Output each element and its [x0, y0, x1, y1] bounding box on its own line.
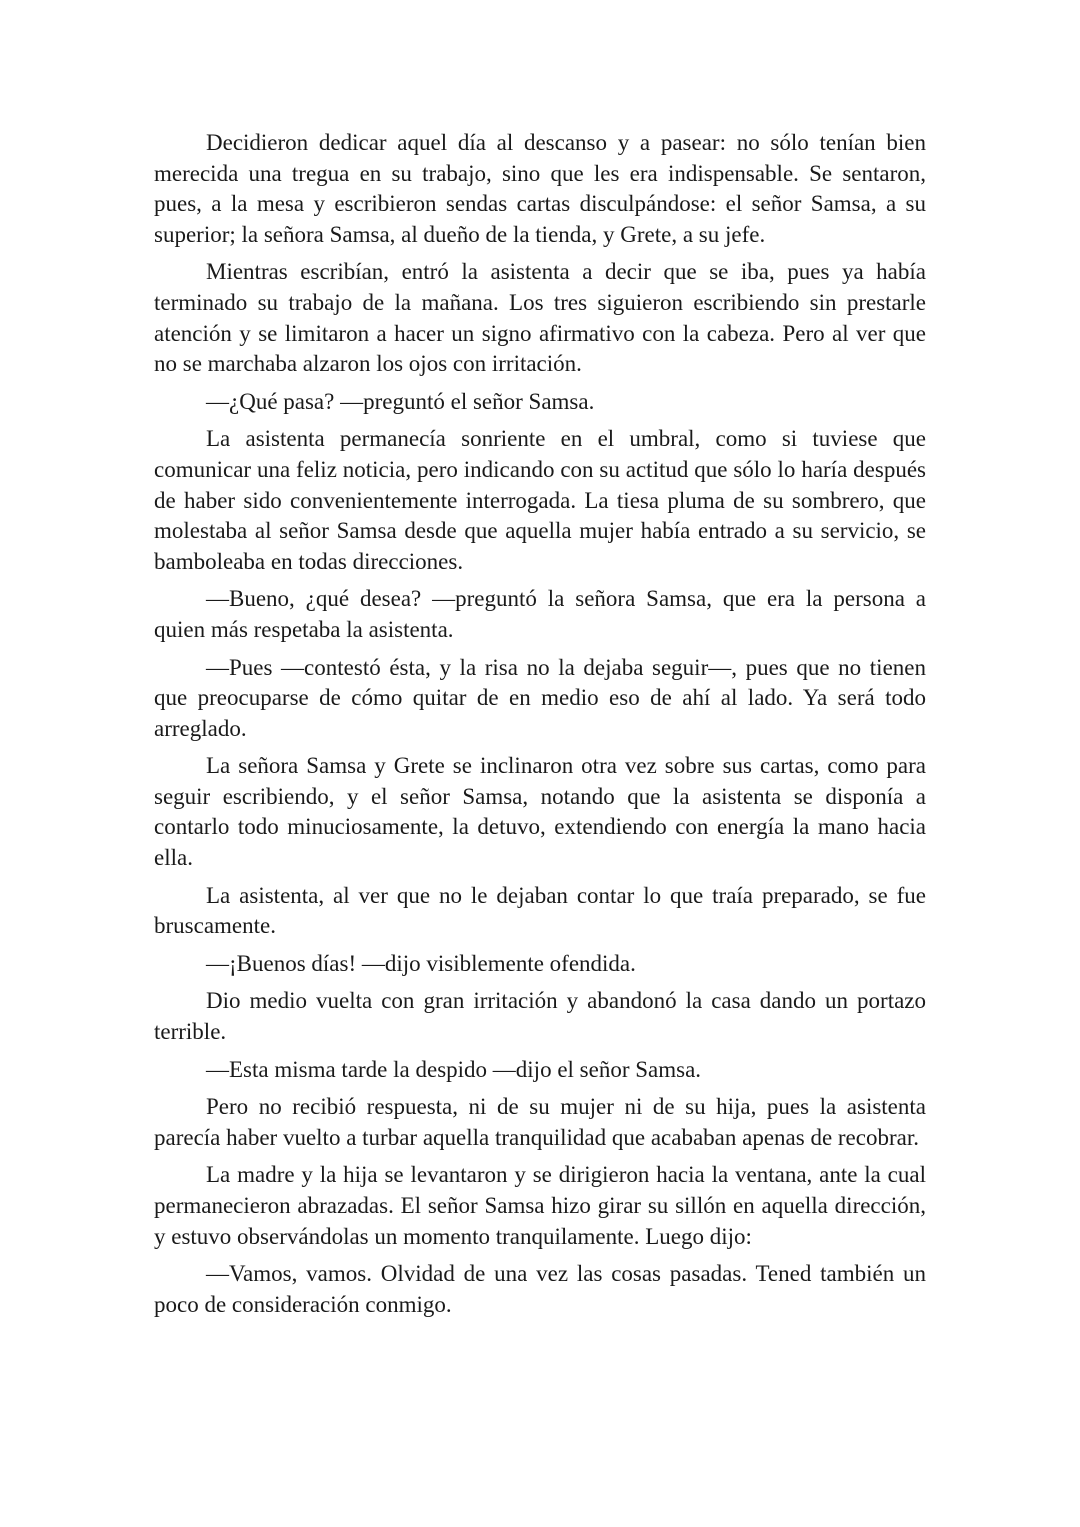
paragraph: —Pues —contestó ésta, y la risa no la dejaba seguir—, pues que no tienen que preocuparse de cómo quitar de en medio eso de ahí al lado. Ya será todo arreglado.: [154, 654, 926, 741]
paragraph: La madre y la hija se levantaron y se dirigieron hacia la ventana, ante la cual permanecieron abrazadas. El señor Samsa hizo girar su sillón en aquella dirección, y estuvo observándolas un momento tranquilamente. Luego dijo:: [154, 1162, 926, 1249]
paragraph: Pero no recibió respuesta, ni de su mujer ni de su hija, pues la asistenta parecía haber vuelto a turbar aquella tranquilidad que acababan apenas de recobrar.: [154, 1094, 926, 1150]
paragraph: —Vamos, vamos. Olvidad de una vez las cosas pasadas. Tened también un poco de consideración conmigo.: [154, 1261, 926, 1317]
paragraph: La asistenta, al ver que no le dejaban contar lo que traía preparado, se fue bruscamente.: [154, 882, 926, 939]
paragraph: Mientras escribían, entró la asistenta a decir que se iba, pues ya había terminado su trabajo de la mañana. Los tres siguieron escribiendo sin prestarle atención y se limitaron a hacer un signo afirmativo con la cabeza. Pero al ver que no se marchaba alzaron los ojos con irritación.: [154, 259, 926, 377]
page-body: [154, 128, 926, 1327]
paragraph: La señora Samsa y Grete se inclinaron otra vez sobre sus cartas, como para seguir escribiendo, y el señor Samsa, notando que la asistenta se disponía a contarlo todo minuciosamente, la detuvo, extendiendo con energía la mano hacia ella.: [154, 753, 926, 871]
paragraph: —¿Qué pasa? —preguntó el señor Samsa.: [206, 388, 595, 414]
paragraph: Dio medio vuelta con gran irritación y abandonó la casa dando un portazo terrible.: [154, 988, 926, 1045]
paragraph: —¡Buenos días! —dijo visiblemente ofendida.: [206, 950, 636, 976]
paragraph: La asistenta permanecía sonriente en el umbral, como si tuviese que comunicar una feliz noticia, pero indicando con su actitud que sólo lo haría después de haber sido convenientemente interrogada. La tiesa pluma de su sombrero, que molestaba al señor Samsa desde que aquella mujer había entrado a su servicio, se bamboleaba en todas direcciones.: [154, 426, 926, 574]
paragraph: —Bueno, ¿qué desea? —preguntó la señora Samsa, que era la persona a quien más respetaba la asistenta.: [154, 586, 926, 642]
paragraph: —Esta misma tarde la despido —dijo el señor Samsa.: [206, 1056, 702, 1082]
paragraph: Decidieron dedicar aquel día al descanso y a pasear: no sólo tenían bien merecida una tregua en su trabajo, sino que les era indispensable. Se sentaron, pues, a la mesa y escribieron sendas cartas disculpándose: el señor Samsa, a su superior; la señora Samsa, al dueño de la tienda, y Grete, a su jefe.: [154, 130, 926, 247]
